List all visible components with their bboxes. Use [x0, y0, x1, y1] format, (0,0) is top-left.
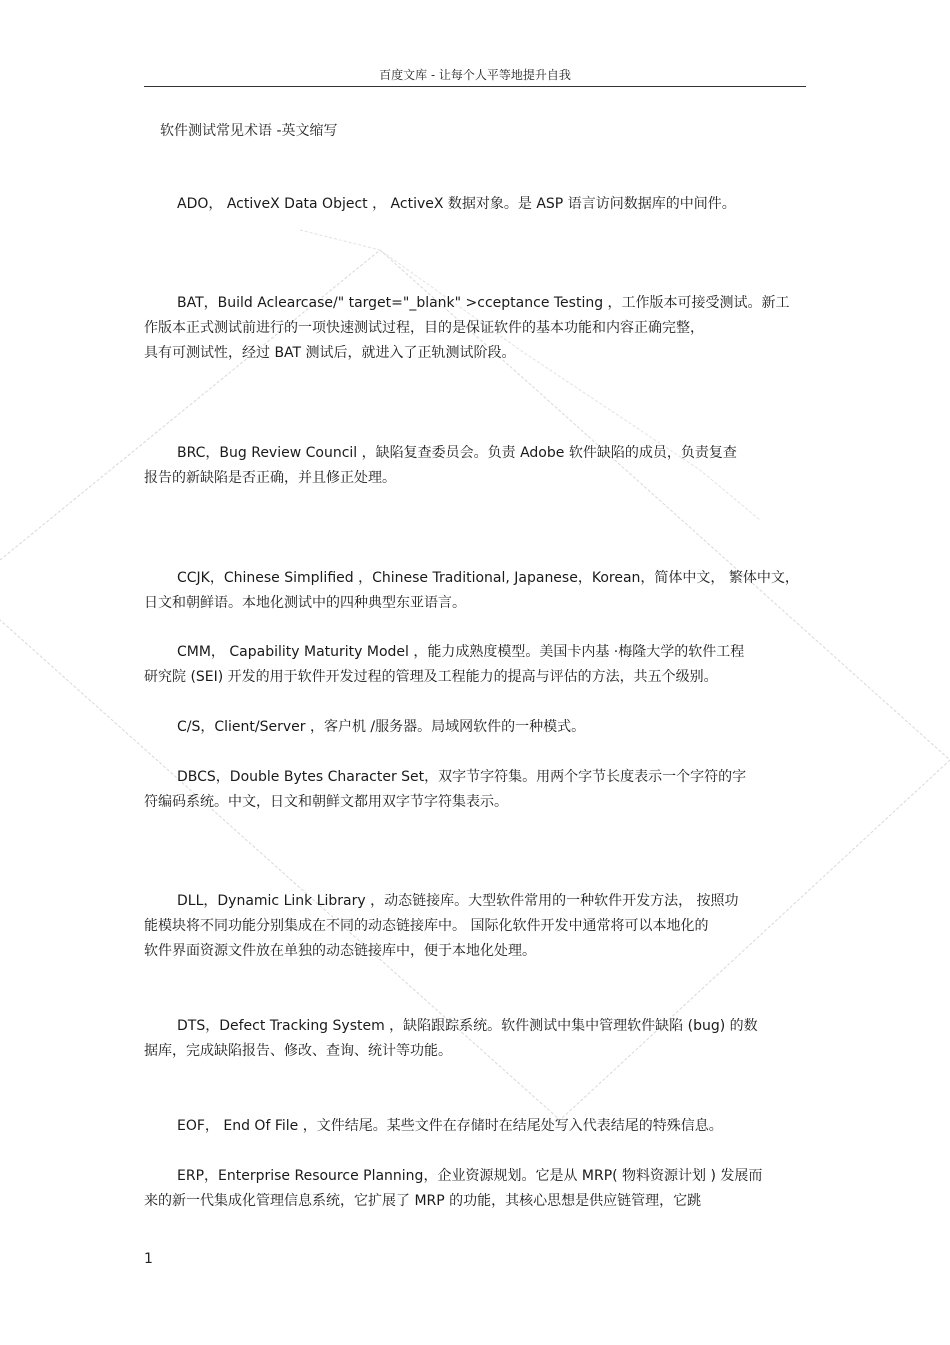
term-dbcs	[144, 765, 808, 815]
paragraph-line: 具有可测试性，经过 BAT 测试后，就进入了正轨测试阶段。	[144, 345, 516, 361]
term-cs	[144, 715, 808, 740]
paragraph-line: 据库，完成缺陷报告、修改、查询、统计等功能。	[144, 1043, 452, 1059]
paragraph-line: BAT，Build Aclearcase/" target="_blank" >cceptance Testing ，工作版本可接受测试。新工	[177, 295, 790, 311]
paragraph-line: CMM， Capability Maturity Model ，能力成熟度模型。美国卡内基 ·梅隆大学的软件工程	[177, 644, 745, 660]
page-number: 1	[144, 1251, 153, 1267]
paragraph-line: 研究院 (SEI) 开发的用于软件开发过程的管理及工程能力的提高与评估的方法，共五个级别。	[144, 669, 718, 685]
paragraph-line: C/S，Client/Server ，客户机 /服务器。局域网软件的一种模式。	[177, 719, 586, 735]
term-eof	[144, 1114, 808, 1139]
paragraph-line: 符编码系统。中文，日文和朝鲜文都用双字节字符集表示。	[144, 794, 508, 810]
paragraph-line: ADO， ActiveX Data Object ， ActiveX 数据对象。是 ASP 语言访问数据库的中间件。	[177, 196, 736, 212]
paragraph-line: DBCS，Double Bytes Character Set，双字节字符集。用两个字节长度表示一个字符的字	[177, 769, 747, 785]
paragraph-line: DTS，Defect Tracking System ，缺陷跟踪系统。软件测试中集中管理软件缺陷 (bug) 的数	[177, 1018, 758, 1034]
paragraph-line: 报告的新缺陷是否正确，并且修正处理。	[144, 470, 396, 486]
paragraph-line: ERP，Enterprise Resource Planning，企业资源规划。它是从 MRP( 物料资源计划 ) 发展而	[177, 1168, 763, 1184]
paragraph-line: EOF， End Of File ，文件结尾。某些文件在存储时在结尾处写入代表结尾的特殊信息。	[177, 1118, 723, 1134]
term-dll	[144, 889, 808, 964]
term-erp	[144, 1164, 808, 1214]
term-ccjk	[144, 566, 808, 616]
paragraph-line: CCJK，Chinese Simplified ，Chinese Traditional, Japanese，Korean，简体中文， 繁体中文，	[177, 570, 799, 586]
term-dts	[144, 1014, 808, 1064]
document-title: 软件测试常见术语 -英文缩写	[160, 123, 338, 139]
paragraph-line: 日文和朝鲜语。本地化测试中的四种典型东亚语言。	[144, 595, 466, 611]
paragraph-line: 作版本正式测试前进行的一项快速测试过程，目的是保证软件的基本功能和内容正确完整，	[144, 320, 704, 336]
term-brc	[144, 441, 808, 491]
paragraph-line: BRC，Bug Review Council ，缺陷复查委员会。负责 Adobe 软件缺陷的成员，负责复查	[177, 445, 737, 461]
header-divider	[144, 86, 806, 87]
paragraph-line: 来的新一代集成化管理信息系统，它扩展了 MRP 的功能，其核心思想是供应链管理，它跳	[144, 1193, 702, 1209]
paragraph-line: 能模块将不同功能分别集成在不同的动态链接库中。 国际化软件开发中通常将可以本地化的	[144, 918, 709, 934]
page-header: 百度文库 - 让每个人平等地提升自我	[379, 68, 571, 82]
paragraph-line: 软件界面资源文件放在单独的动态链接库中，便于本地化处理。	[144, 943, 536, 959]
term-bat	[144, 291, 808, 366]
term-ado	[144, 192, 808, 217]
paragraph-line: DLL，Dynamic Link Library ，动态链接库。大型软件常用的一种软件开发方法， 按照功	[177, 893, 739, 909]
term-cmm	[144, 640, 808, 690]
